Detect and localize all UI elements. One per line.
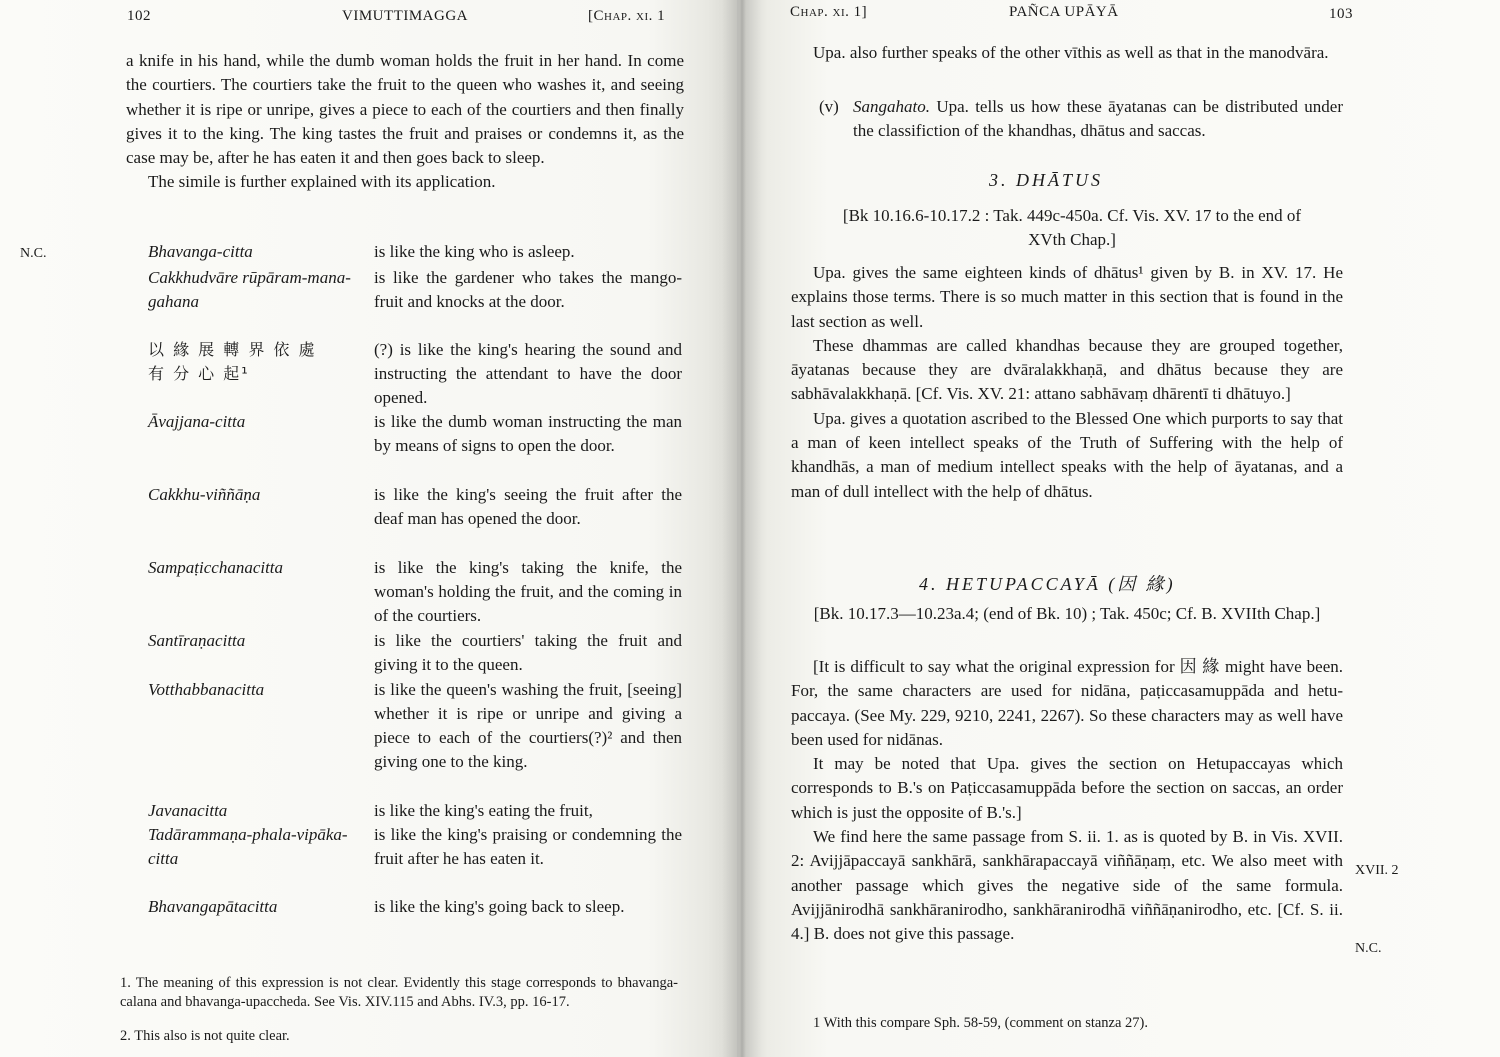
row-explanation: is like the king's taking the knife, the woman's holding the fruit, and the coming in of the courtiers. bbox=[374, 558, 682, 625]
upa-paragraph: Upa. also further speaks of the other vīthis as well as that in the manodvāra. bbox=[813, 43, 1329, 62]
item-v-text: Upa. tells us how these āyatanas can be distributed under the classifiction of the khandhas, dhātus and saccas. bbox=[853, 97, 1343, 141]
row-explanation: (?) is like the king's hearing the sound and instructing the attendant to have the door opened. bbox=[374, 340, 682, 407]
section-3-body bbox=[791, 261, 1343, 504]
row-explanation: is like the king's eating the fruit, bbox=[374, 801, 593, 820]
row-explanation: is like the king's praising or condemning the fruit after he has eaten it. bbox=[374, 825, 682, 868]
right-upa-paragraph bbox=[791, 41, 1343, 65]
book-gutter bbox=[722, 0, 762, 1057]
row-term-chinese: 以 緣 展 轉 界 依 處 有 分 心 起¹ bbox=[148, 340, 317, 383]
left-paragraph-2: The simile is further explained with its application. bbox=[148, 172, 496, 192]
chapter-ref-right: Chap. xi. 1] bbox=[790, 4, 868, 20]
section-4-reference: [Bk. 10.17.3—10.23a.4; (end of Bk. 10) ; Tak. 450c; Cf. B. XVIIth Chap.] bbox=[813, 604, 1321, 623]
margin-note-nc-right: N.C. bbox=[1355, 941, 1382, 956]
row-term: Cakkhu-viññāṇa bbox=[148, 485, 261, 504]
s4-paragraph-1: [It is difficult to say what the original expression for 因 緣 might have been. For, the same characters are used for nidāna, paṭiccasamuppāda and hetu-paccaya. (See My. 229, 9210, 2241, 2267). So these characters may as well have been used for nidānas. bbox=[791, 657, 1343, 749]
item-v-term: Sangahato. bbox=[853, 97, 930, 116]
page-number-right: 103 bbox=[1329, 6, 1353, 22]
margin-note-xvii: XVII. 2 bbox=[1355, 863, 1399, 878]
row-term: Āvajjana-citta bbox=[148, 412, 246, 431]
s4-paragraph-2: It may be noted that Upa. gives the section on Hetupaccayas which corresponds to B.'s on Paṭiccasamuppāda before the section on saccas, an order which is just the opposite of B.'s.] bbox=[791, 754, 1343, 822]
section-4-body bbox=[791, 655, 1343, 947]
row-explanation: is like the gardener who takes the mango-fruit and knocks at the door. bbox=[374, 268, 682, 311]
item-v-label: (v) bbox=[819, 97, 839, 116]
footnote-1-left: 1. The meaning of this expression is not clear. Evidently this stage corresponds to bhavanga-calana and bhavanga-upaccheda. See Vis. XIV.115 and Abhs. IV.3, pp. 16-17. bbox=[120, 975, 678, 1010]
row-term: Javanacitta bbox=[148, 801, 228, 820]
row-explanation: is like the king's seeing the fruit after the deaf man has opened the door. bbox=[374, 485, 682, 528]
row-term: Santīraṇacitta bbox=[148, 631, 246, 650]
row-term: Cakkhudvāre rūpāram-mana-gahana bbox=[148, 268, 351, 311]
section-3-reference: [Bk 10.16.6-10.17.2 : Tak. 449c-450a. Cf. Vis. XV. 17 to the end of XVth Chap.] bbox=[842, 206, 1302, 250]
s3-paragraph-3: Upa. gives a quotation ascribed to the Blessed One which purports to say that a man of keen intellect speaks of the Truth of Suffering with the help of khandhās, a man of medium intellect speaks with the help of āyatanas, and a man of dull intellect with the help of dhātus. bbox=[791, 408, 1343, 501]
margin-note-left: N.C. bbox=[20, 246, 47, 261]
footnote-2-left: 2. This also is not quite clear. bbox=[120, 1028, 290, 1044]
row-explanation: is like the courtiers' taking the fruit and giving it to the queen. bbox=[374, 631, 682, 674]
row-term: Bhavanga-citta bbox=[148, 242, 253, 261]
row-explanation: is like the king who is asleep. bbox=[374, 242, 575, 261]
row-term: Tadārammaṇa-phala-vipāka-citta bbox=[148, 825, 348, 868]
page-number-left: 102 bbox=[127, 8, 151, 24]
footnote-right: 1 With this compare Sph. 58-59, (comment on stanza 27). bbox=[813, 1015, 1149, 1031]
s3-paragraph-1: Upa. gives the same eighteen kinds of dhātus¹ given by B. in XV. 17. He explains those terms. There is so much matter in this section that is found in the last section as well. bbox=[791, 263, 1343, 331]
s4-paragraph-3: We find here the same passage from S. ii. 1. as is quoted by B. in Vis. XVII. 2: Avijjāpaccayā sankhārā, sankhārapaccayā viññāṇaṃ, etc. We also meet with another passage which gives the negative side of the same formula. Avijjānirodhā sankhāranirodho, sankhāranirodhā viññāṇanirodho, etc. [Cf. S. ii. 4.] B. does not give this passage. bbox=[791, 827, 1343, 944]
left-intro bbox=[126, 49, 684, 195]
row-explanation: is like the queen's washing the fruit, [seeing] whether it is ripe or unripe and giving a piece to each of the courtiers(?)² and then giving one to the king. bbox=[374, 680, 682, 771]
row-explanation: is like the dumb woman instructing the man by means of signs to open the door. bbox=[374, 412, 682, 455]
running-title-left: VIMUTTIMAGGA bbox=[342, 8, 468, 24]
chapter-ref-left: [Chap. xi. 1 bbox=[588, 8, 666, 24]
section-4-heading: 4. HETUPACCAYĀ (因 緣) bbox=[919, 574, 1176, 594]
right-page bbox=[737, 0, 1500, 1057]
row-term: Votthabbanacitta bbox=[148, 680, 265, 699]
running-title-right: PAÑCA UPĀYĀ bbox=[1009, 4, 1119, 20]
item-v-body bbox=[853, 95, 1343, 144]
s3-paragraph-2: These dhammas are called khandhas because they are grouped together, āyatanas because they are dvāralakkhaṇā, and dhātus because they are sabhāvalakkhaṇā. [Cf. Vis. XV. 21: attano sabhāvaṃ dhārentī ti dhātuyo.] bbox=[791, 335, 1343, 404]
left-paragraph-1: a knife in his hand, while the dumb woman holds the fruit in her hand. In come the courtiers. The courtiers take the fruit to the queen who washes it, and seeing whether it is ripe or unripe, gives a piece to each of the courtiers and then finally gives it to the king. The king tastes the fruit and praises or condemns it, as the case may be, after he has eaten it and then goes back to sleep. bbox=[126, 51, 684, 168]
row-term: Bhavangapātacitta bbox=[148, 897, 278, 916]
left-page bbox=[0, 0, 737, 1057]
row-term: Sampaṭicchanacitta bbox=[148, 558, 284, 577]
section-3-heading: 3. DHĀTUS bbox=[989, 170, 1104, 190]
row-explanation: is like the king's going back to sleep. bbox=[374, 897, 625, 916]
